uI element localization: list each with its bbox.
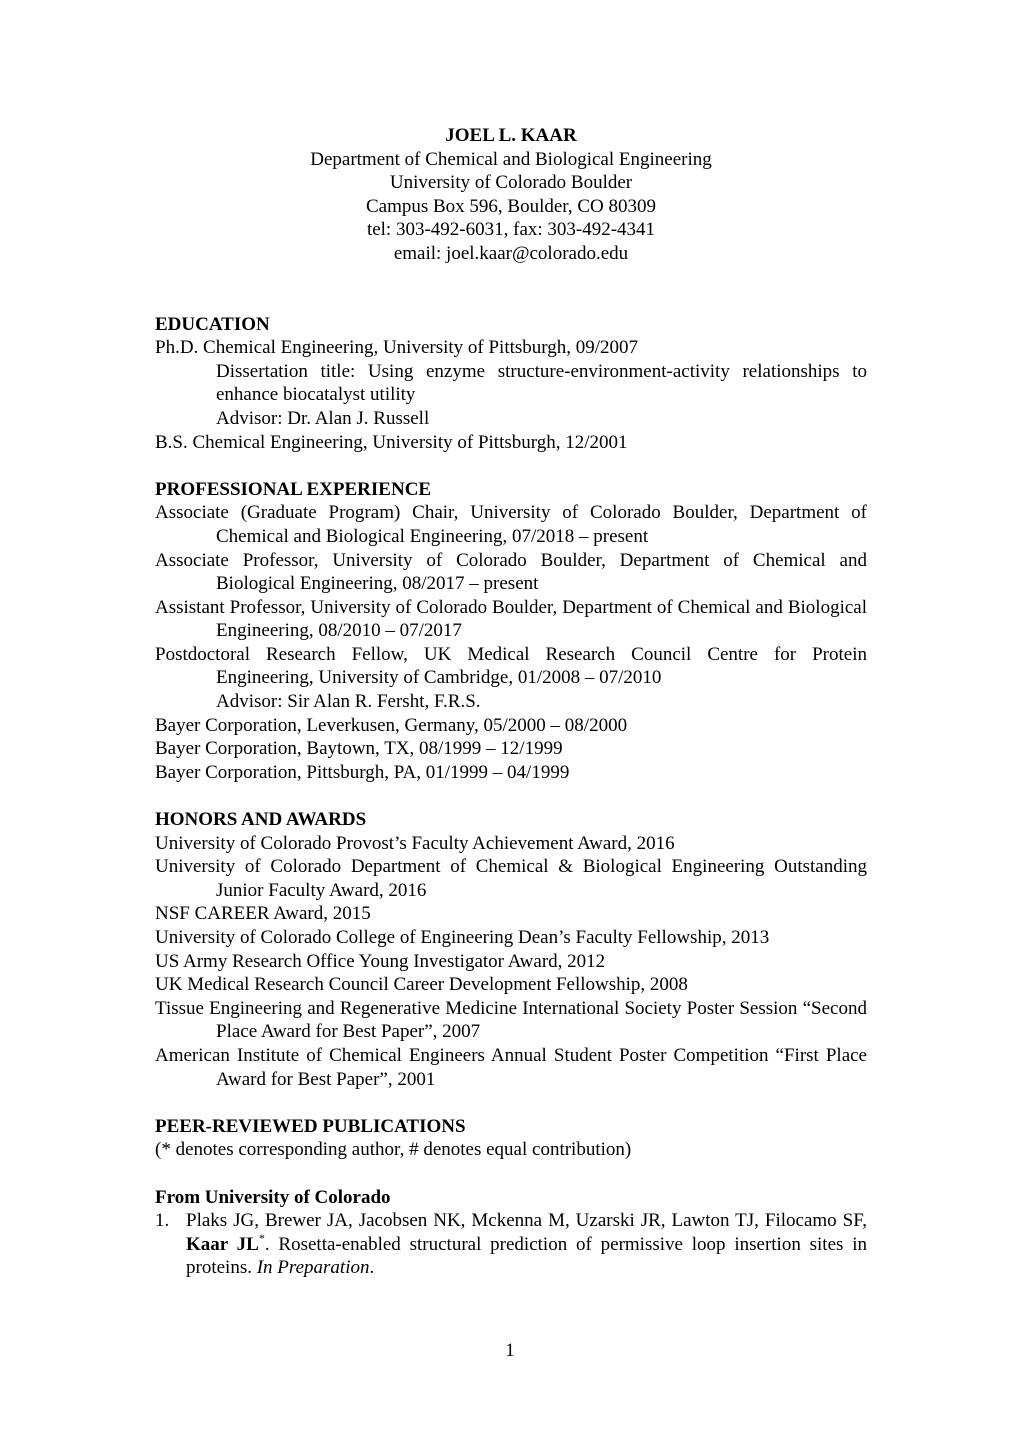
publication-number: 1.	[155, 1210, 170, 1232]
experience-section	[155, 478, 867, 785]
author-name: JOEL L. KAAR	[445, 125, 577, 146]
phone-fax-line: tel: 303-492-6031, fax: 303-492-4341	[366, 219, 656, 241]
email-line: email: joel.kaar@colorado.edu	[393, 242, 629, 264]
highlight-author: Kaar JL	[186, 1233, 259, 1255]
publications-section	[155, 1115, 867, 1280]
honors-section	[155, 808, 867, 1091]
honor-item: NSF CAREER Award, 2015	[155, 903, 371, 925]
phd-degree: Ph.D. Chemical Engineering, University of Pittsburgh, 09/2007	[155, 337, 639, 359]
university-line: University of Colorado Boulder	[389, 172, 633, 194]
experience-item: Bayer Corporation, Pittsburgh, PA, 01/1999 – 04/1999	[155, 761, 570, 783]
honor-item: Tissue Engineering and Regenerative Medicine International Society Poster Session “Second Place Award for Best Paper”, 2007	[155, 997, 867, 1043]
contact-header	[155, 124, 867, 266]
publication-end: .	[369, 1257, 375, 1279]
bs-degree: B.S. Chemical Engineering, University of Pittsburgh, 12/2001	[155, 431, 628, 453]
postdoc-advisor: Advisor: Sir Alan R. Fersht, F.R.S.	[216, 691, 481, 713]
education-heading: EDUCATION	[155, 313, 270, 335]
publications-subheading: From University of Colorado	[155, 1186, 391, 1208]
phd-advisor: Advisor: Dr. Alan J. Russell	[216, 407, 430, 429]
experience-item: Associate (Graduate Program) Chair, University of Colorado Boulder, Department of Chemical and Biological Engineering, 07/2018 – present	[155, 502, 867, 547]
experience-item: Assistant Professor, University of Colorado Boulder, Department of Chemical and Biological Engineering, 08/2010 – 07/2017	[155, 596, 867, 642]
experience-item: Bayer Corporation, Leverkusen, Germany, 05/2000 – 08/2000	[155, 714, 628, 736]
publication-item	[155, 1209, 867, 1280]
address-line: Campus Box 596, Boulder, CO 80309	[365, 195, 657, 217]
experience-heading: PROFESSIONAL EXPERIENCE	[155, 478, 432, 500]
corresponding-mark: *	[258, 1230, 265, 1245]
honor-item: University of Colorado Provost’s Faculty Achievement Award, 2016	[155, 832, 675, 854]
honor-item: US Army Research Office Young Investigator Award, 2012	[155, 950, 606, 972]
honor-item: UK Medical Research Council Career Development Fellowship, 2008	[155, 974, 688, 996]
honor-item: American Institute of Chemical Engineers Annual Student Poster Competition “First Place Award for Best Paper”, 2001	[155, 1044, 867, 1090]
experience-item: Postdoctoral Research Fellow, UK Medical Research Council Centre for Protein Engineering, University of Cambridge, 01/2008 – 07/2010	[155, 643, 867, 689]
honors-heading: HONORS AND AWARDS	[155, 809, 367, 831]
honor-item: University of Colorado College of Engineering Dean’s Faculty Fellowship, 2013	[155, 927, 770, 948]
publication-status: In Preparation	[256, 1257, 370, 1279]
page-number: 1	[505, 1340, 515, 1361]
publication-authors: Plaks JG, Brewer JA, Jacobsen NK, Mckenna M, Uzarski JR, Lawton TJ, Filocamo SF,	[186, 1210, 867, 1232]
department-line: Department of Chemical and Biological Engineering	[310, 148, 712, 170]
experience-item: Associate Professor, University of Colorado Boulder, Department of Chemical and Biological Engineering, 08/2017 – present	[155, 549, 867, 595]
publications-heading: PEER-REVIEWED PUBLICATIONS	[155, 1115, 466, 1137]
dissertation-title: Dissertation title: Using enzyme structure-environment-activity relationships to enhance biocatalyst utility	[216, 360, 867, 406]
document-page	[155, 124, 867, 1280]
publication-title: . Rosetta-enabled structural prediction of permissive loop insertion sites in proteins.	[186, 1233, 868, 1279]
honor-item: University of Colorado Department of Chemical & Biological Engineering Outstanding Junior Faculty Award, 2016	[155, 856, 867, 901]
experience-item: Bayer Corporation, Baytown, TX, 08/1999 – 12/1999	[155, 738, 563, 760]
publications-note: (* denotes corresponding author, # denotes equal contribution)	[155, 1139, 632, 1161]
education-section	[155, 313, 867, 455]
